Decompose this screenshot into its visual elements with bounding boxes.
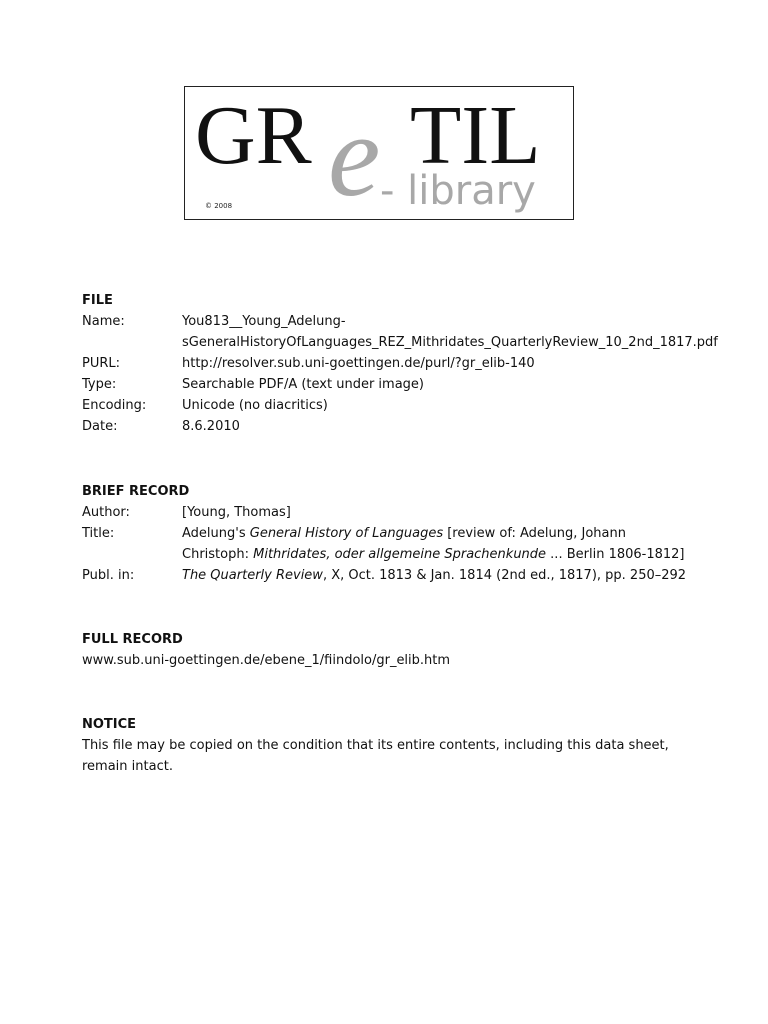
brief-author-label: Author: bbox=[82, 505, 130, 520]
file-date-row bbox=[82, 416, 742, 437]
brief-publ-label: Publ. in: bbox=[82, 568, 135, 583]
file-purl-row bbox=[82, 353, 742, 374]
gretil-logo bbox=[184, 86, 574, 220]
file-heading: FILE bbox=[82, 293, 113, 308]
file-type-value: Searchable PDF/A (text under image) bbox=[182, 377, 424, 392]
logo-e: e bbox=[328, 90, 381, 219]
file-name-label: Name: bbox=[82, 314, 125, 329]
brief-title-line1 bbox=[182, 523, 742, 544]
file-date-value: 8.6.2010 bbox=[182, 419, 240, 434]
file-type-row bbox=[82, 374, 742, 395]
file-name-line2: sGeneralHistoryOfLanguages_REZ_Mithridates_QuarterlyReview_10_2nd_1817.pdf bbox=[182, 335, 718, 350]
publ-journal: The Quarterly Review bbox=[182, 568, 323, 583]
file-encoding-row bbox=[82, 395, 742, 416]
file-purl-label: PURL: bbox=[82, 356, 121, 371]
brief-author-value: [Young, Thomas] bbox=[182, 505, 291, 520]
file-name-row-2 bbox=[82, 332, 742, 353]
title-imprint: ... Berlin 1806-1812] bbox=[546, 547, 685, 562]
full-record-heading: FULL RECORD bbox=[82, 632, 183, 647]
file-section bbox=[82, 290, 742, 437]
notice-line1: This file may be copied on the condition that its entire contents, including this data sheet, bbox=[82, 738, 669, 753]
brief-record-heading: BRIEF RECORD bbox=[82, 484, 190, 499]
logo-copyright: © 2008 bbox=[205, 202, 233, 210]
brief-title-row bbox=[82, 523, 742, 544]
brief-publ-row bbox=[82, 565, 742, 586]
file-encoding-label: Encoding: bbox=[82, 398, 147, 413]
logo-main-right: TIL bbox=[410, 89, 541, 182]
file-name-row bbox=[82, 311, 742, 332]
title-text-review: [review of: Adelung, Johann bbox=[443, 526, 626, 541]
title-work-italic: Mithridates, oder allgemeine Sprachenkunde bbox=[253, 547, 547, 562]
notice-section bbox=[82, 714, 742, 777]
title-italic: General History of Languages bbox=[249, 526, 444, 541]
file-purl-value[interactable]: http://resolver.sub.uni-goettingen.de/purl/?gr_elib-140 bbox=[182, 356, 535, 371]
brief-record-section bbox=[82, 481, 742, 586]
brief-title-row-2 bbox=[82, 544, 742, 565]
publ-details: , X, Oct. 1813 & Jan. 1814 (2nd ed., 1817), pp. 250–292 bbox=[322, 568, 687, 583]
brief-title-line2 bbox=[182, 544, 742, 565]
file-type-label: Type: bbox=[82, 377, 117, 392]
notice-line2: remain intact. bbox=[82, 759, 173, 774]
full-record-url[interactable]: www.sub.uni-goettingen.de/ebene_1/fiindolo/gr_elib.htm bbox=[82, 653, 451, 668]
title-author: Christoph: bbox=[182, 547, 254, 562]
full-record-section bbox=[82, 629, 742, 671]
file-encoding-value: Unicode (no diacritics) bbox=[182, 398, 328, 413]
brief-author-row bbox=[82, 502, 742, 523]
brief-publ-value bbox=[182, 565, 742, 586]
logo-subtitle: - library bbox=[380, 168, 536, 214]
brief-title-label: Title: bbox=[82, 526, 115, 541]
logo-main-left: GR bbox=[195, 89, 312, 182]
title-text: Adelung's bbox=[182, 526, 250, 541]
file-date-label: Date: bbox=[82, 419, 118, 434]
file-name-line1: You813__Young_Adelung- bbox=[182, 314, 346, 329]
notice-heading: NOTICE bbox=[82, 717, 137, 732]
